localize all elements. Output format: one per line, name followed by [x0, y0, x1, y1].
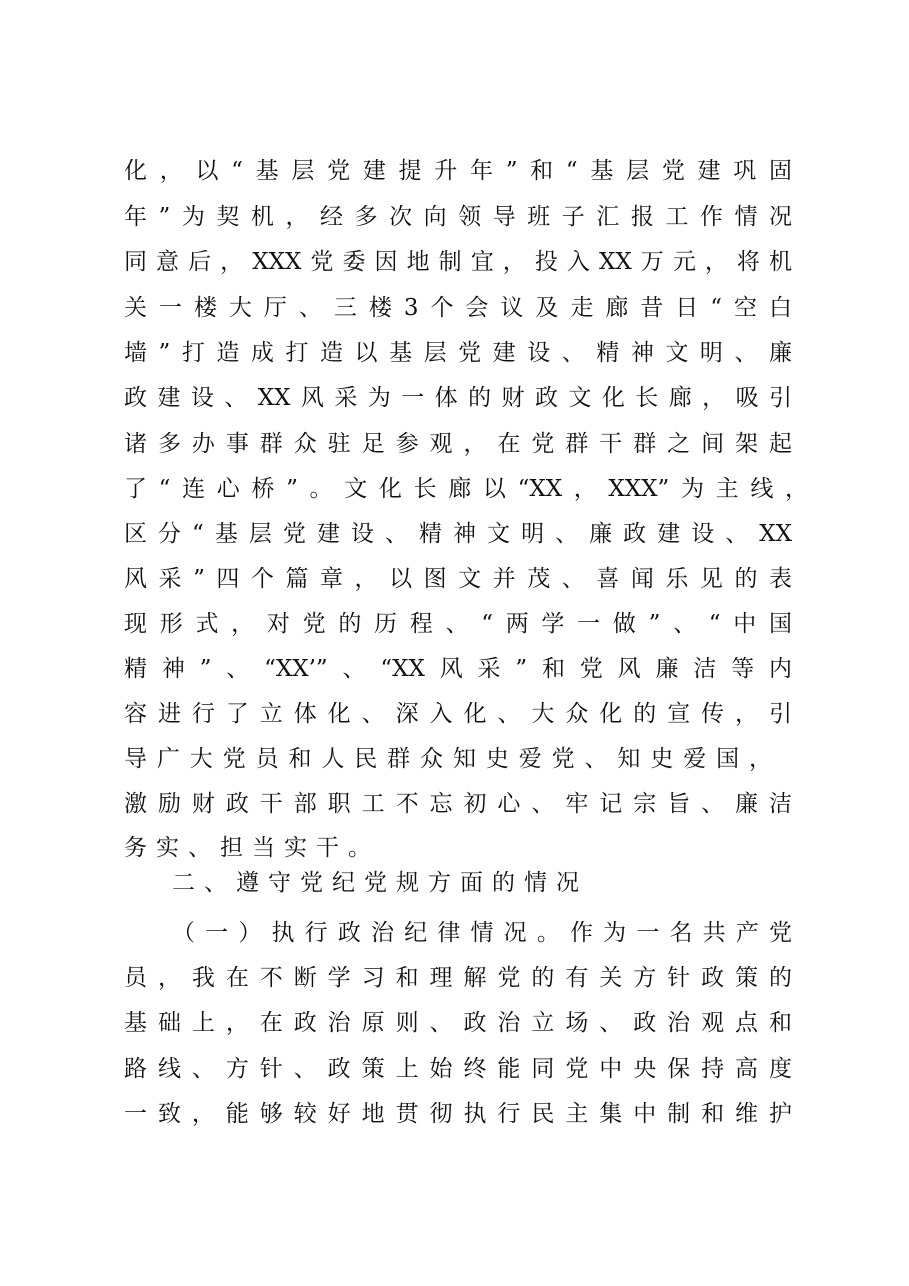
- body-line: （一）执行政治纪律情况。作为一名共产党: [172, 920, 792, 946]
- body-line: 区分“基层党建设、精神文明、廉政建设、XX: [124, 521, 792, 547]
- body-line: 诸多办事群众驻足参观，在党群干群之间架起: [124, 431, 792, 457]
- body-line: 了“连心桥”。文化长廊以“XX，XXX”为主线，: [124, 476, 808, 502]
- body-line: 基础上，在政治原则、政治立场、政治观点和: [124, 1010, 792, 1036]
- body-line: 精神”、“XX’”、“XX风采”和党风廉洁等内: [124, 656, 792, 682]
- body-line: 化，以“基层党建提升年”和“基层党建巩固: [124, 158, 792, 184]
- body-line: 现形式，对党的历程、“两学一做”、“中国: [124, 611, 792, 637]
- body-line: 导广大党员和人民群众知史爱党、知史爱国，: [124, 746, 772, 772]
- body-line: 激励财政干部职工不忘初心、牢记宗旨、廉洁: [124, 791, 792, 817]
- body-line: 务实、担当实干。: [124, 835, 380, 861]
- body-line: 墙”打造成打造以基层党建设、精神文明、廉: [124, 340, 792, 366]
- body-line: 关一楼大厅、三楼3个会议及走廊昔日“空白: [124, 295, 792, 321]
- body-line: 一致，能够较好地贯彻执行民主集中制和维护: [124, 1101, 792, 1127]
- body-line: 同意后，XXX党委因地制宜，投入XX万元，将机: [124, 249, 792, 275]
- body-line: 员，我在不断学习和理解党的有关方针政策的: [124, 965, 792, 991]
- body-line: 容进行了立体化、深入化、大众化的宣传，引: [124, 701, 792, 727]
- body-line: 年”为契机，经多次向领导班子汇报工作情况: [124, 204, 792, 230]
- body-line: 政建设、XX风采为一体的财政文化长廊，吸引: [124, 385, 792, 411]
- body-line: 路线、方针、政策上始终能同党中央保持高度: [124, 1056, 792, 1082]
- body-line: 风采”四个篇章，以图文并茂、喜闻乐见的表: [124, 566, 792, 592]
- section-heading: 二、遵守党纪党规方面的情况: [172, 870, 588, 896]
